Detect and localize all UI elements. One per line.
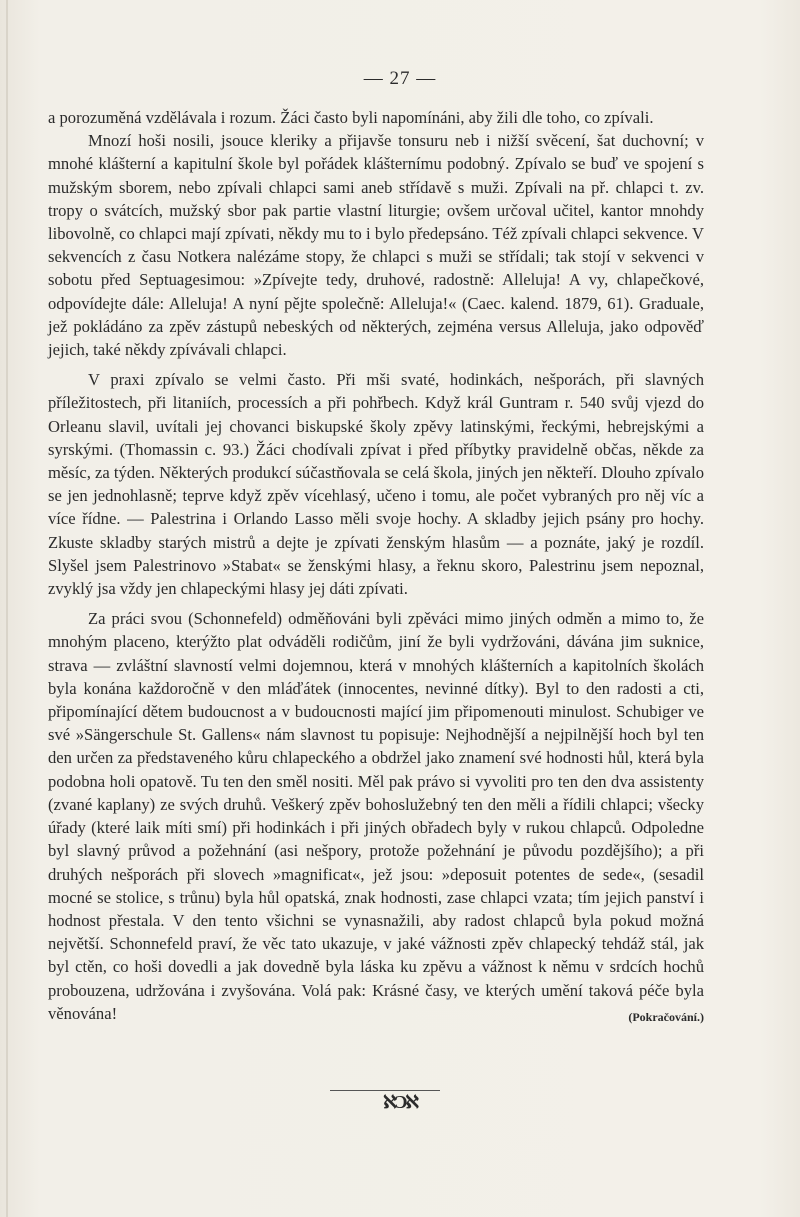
- page-edge: [6, 0, 8, 1217]
- end-ornament: ℵƆℵ: [383, 1092, 417, 1112]
- end-rule: [330, 1090, 440, 1091]
- continuation-note: (Pokračování.): [628, 1009, 704, 1024]
- paragraph-3: V praxi zpívalo se velmi často. Při mši svaté, hodinkách, nešporách, při slavných příležitostech, při litaniích, processích a při pohřbech. Když král Guntram r. 540 svůj vjezd do Orleanu slavil, uvítali jej chovanci biskupské školy zpěvy latinskými, řeckými, hebrejskými a syrskými. (Thomassin c. 93.) Žáci chodívali zpívat i před příbytky pravidelně občas, někde za měsíc, za týden. Některých produkcí súčastňovala se celá škola, jiných jen někteří. Dlouho zpívalo se jen jednohlasně; teprve když zpěv vícehlasý, učeno i tomu, ale počet vybraných pro něj víc a více řídne. — Palestrina i Orlando Lasso měli svoje hochy. A skladby jejich psány pro hochy. Zkuste skladby starých mistrů a dejte je zpívati ženským hlasům — a poznáte, jaký je rozdíl. Slyšel jsem Palestrinovo »Stabat« se ženskými hlasy, a řeknu skoro, Palestrinu jsem nepoznal, zvyklý jsa vždy jen chlapeckými hlasy jej dáti zpívati.: [48, 370, 704, 599]
- paragraph-4: [48, 607, 704, 1025]
- page-number: — 27 —: [363, 68, 437, 89]
- body-text: [48, 106, 704, 1029]
- paragraph-1: a porozuměná vzdělávala i rozum. Žáci často byli napomínáni, aby žili dle toho, co zpívali.: [48, 108, 654, 127]
- paragraph-2: Mnozí hoši nosili, jsouce kleriky a přijavše tonsuru neb i nižší svěcení, šat duchovní; v mnohé klášterní a kapitulní škole byl pořádek klášternímu podobný. Zpívalo se buď ve spojení s mužským sborem, nebo zpívali chlapci sami aneb střídavě s muži. Zpívali na př. chlapci t. zv. tropy o svátcích, mužský sbor pak partie vlastní liturgie; ovšem určoval učitel, kantor mnohdy libovolně, co chlapci mají zpívati, někdy mu to i bylo předepsáno. Též zpívali chlapci sekvence. V sekvencích z času Notkera nalézáme stopy, že chlapci s muži se střídali; tak stojí v sekvenci v sobotu před Septuagesimou: »Zpívejte tedy, druhové, radostně: Alleluja! A vy, chlapečkové, odpovídejte dále: Alleluja! A nyní pějte společně: Alleluja!« (Caec. kalend. 1879, 61). Graduale, jež pokládáno za zpěv zástupů nebeských od některých, zejména versus Alleluja, jako odpověď jejich, také někdy zpívávali chlapci.: [48, 131, 704, 360]
- paragraph-4-text: Za práci svou (Schonnefeld) odměňováni byli zpěváci mimo jiných odměn a mimo to, že mnohým placeno, kterýžto plat odváděli rodičům, jiní že byli vydržováni, dávána jim suknice, strava — zvláštní slavností velmi dojemnou, která v mnohých klášterních a kapitolních školách byla konána každoročně v den mláďátek (innocentes, nevinné dítky). Byl to den radosti a cti, připomínající dětem budoucnost a v budoucnosti mající jim připomenouti minulost. Schubiger ve své »Sängerschule St. Gallens« nám slavnost tu popisuje: Nejhodnější a nejpilnější hoch byl ten den určen za představeného kůru chlapeckého a obdržel jako znamení své hodnosti hůl, která byla podobna holi opatově. Tu ten den směl nositi. Měl pak právo si vyvoliti pro ten den dva assistenty (zvané kaplany) ze svých druhů. Veškerý zpěv bohoslužebný ten den měli a řídili chlapci; všecky úřady (které laik míti smí) při hodinkách i při jiných obřadech byly v rukou chlapců. Odpoledne byl slavný průvod a požehnání (asi nešpory, protože požehnání je původu pozdějšího); a při druhých nešporách při slovech »magnificat«, jež jsou: »deposuit potentes de sede«, (sesadil mocné se stolice, s trůnu) byla hůl opatská, znak hodnosti, zase chlapci vzata; tím jejich panství i hodnost přestala. V den tento všichni se vynasnažili, aby radost chlapců byla pokud možná největší. Schonnefeld praví, že věc tato ukazuje, v jaké vážnosti zpěv chlapecký tehdáž stál, jak byl ctěn, co hoši dovedli a jak dovedně byla láska ku zpěvu a vážnost k němu v srdcích hochů probouzena, udržována i zvyšována. Volá pak: Krásné časy, ve kterých umění taková péče byla věnována!: [48, 609, 704, 1023]
